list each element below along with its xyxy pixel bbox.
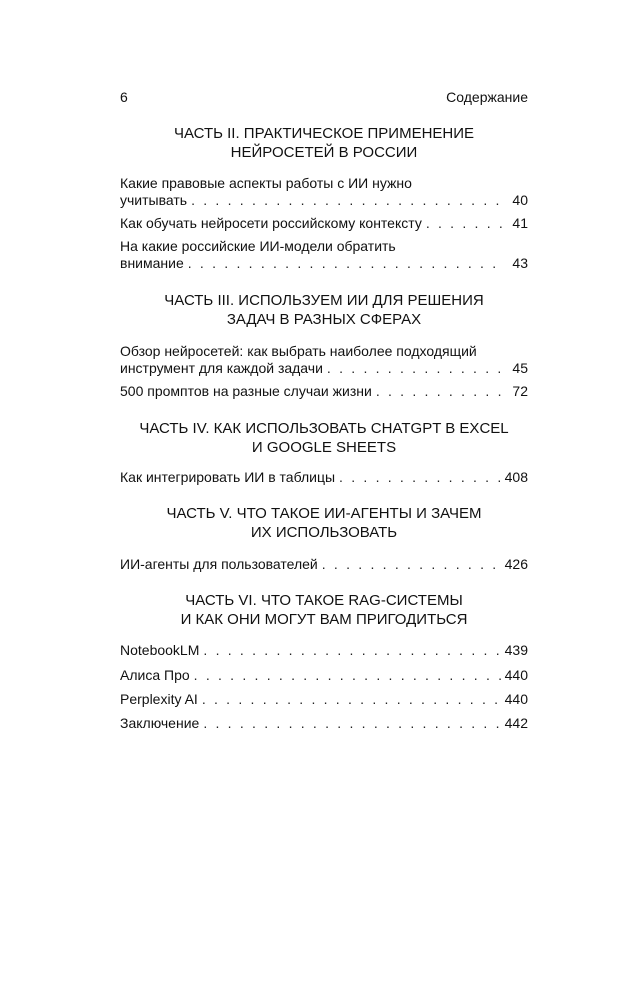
- part-title-line: НЕЙРОСЕТЕЙ В РОССИИ: [230, 144, 418, 161]
- part-title-line: ЧАСТЬ VI. ЧТО ТАКОЕ RAG-СИСТЕМЫ: [185, 592, 463, 609]
- toc-entry-text: Алиса Про: [120, 667, 190, 683]
- toc-page-number: 440: [504, 667, 528, 683]
- toc-entry[interactable]: [120, 715, 528, 732]
- dot-leader: [194, 667, 502, 684]
- toc-entry-text: На какие российские ИИ-модели обратить: [120, 238, 396, 254]
- part-title-line: И GOOGLE SHEETS: [251, 439, 397, 456]
- toc-entry-text: ИИ-агенты для пользователей: [120, 556, 318, 572]
- toc-page-number: 45: [512, 360, 528, 376]
- toc-page-number: 72: [512, 383, 528, 399]
- part-title: [120, 124, 528, 162]
- part-title: [120, 591, 528, 629]
- part-title-line: ИХ ИСПОЛЬЗОВАТЬ: [250, 524, 398, 541]
- toc-entry[interactable]: [120, 383, 528, 400]
- toc-entry[interactable]: [120, 215, 528, 232]
- page-number: 6: [120, 89, 128, 105]
- dot-leader: [203, 715, 501, 732]
- toc-entry[interactable]: [120, 469, 528, 486]
- toc-page-number: 439: [504, 642, 528, 658]
- part-title: [120, 291, 528, 329]
- toc-entry[interactable]: [120, 642, 528, 659]
- toc-page-number: 440: [504, 691, 528, 707]
- part-title-line: ЗАДАЧ В РАЗНЫХ СФЕРАХ: [226, 311, 422, 328]
- toc-page-number: 43: [512, 255, 528, 271]
- toc-entry-text: Как обучать нейросети российскому контексту: [120, 215, 422, 231]
- part-title: [120, 419, 528, 457]
- dot-leader: [426, 215, 505, 232]
- toc-entry-text: внимание: [120, 255, 184, 271]
- toc-page-number: 426: [504, 556, 528, 572]
- toc-page-number: 41: [512, 215, 528, 231]
- toc-entry-text: 500 промптов на разные случаи жизни: [120, 383, 372, 399]
- toc-entry[interactable]: [120, 691, 528, 708]
- dot-leader: [322, 556, 502, 573]
- part-title-line: ЧАСТЬ III. ИСПОЛЬЗУЕМ ИИ ДЛЯ РЕШЕНИЯ: [164, 292, 484, 309]
- toc-page-number: 40: [512, 192, 528, 208]
- dot-leader: [203, 642, 501, 659]
- toc-entry-text: Обзор нейросетей: как выбрать наиболее подходящий: [120, 343, 477, 359]
- toc-entry[interactable]: [120, 556, 528, 573]
- toc-page-number: 442: [504, 715, 528, 731]
- dot-leader: [327, 360, 505, 377]
- toc-entry[interactable]: [120, 667, 528, 684]
- part-title-line: И КАК ОНИ МОГУТ ВАМ ПРИГОДИТЬСЯ: [180, 611, 468, 628]
- toc-entry-text: Perplexity AI: [120, 691, 198, 707]
- toc-entry-text: учитывать: [120, 192, 188, 208]
- part-title: [120, 504, 528, 542]
- dot-leader: [339, 469, 502, 486]
- toc-entry[interactable]: [120, 343, 528, 377]
- dot-leader: [188, 255, 505, 272]
- dot-leader: [202, 691, 502, 708]
- dot-leader: [376, 383, 505, 400]
- part-title-line: ЧАСТЬ V. ЧТО ТАКОЕ ИИ-АГЕНТЫ И ЗАЧЕМ: [166, 505, 482, 522]
- toc-entry[interactable]: [120, 175, 528, 209]
- dot-leader: [191, 192, 505, 209]
- section-title: Содержание: [446, 89, 528, 105]
- part-title-line: ЧАСТЬ IV. КАК ИСПОЛЬЗОВАТЬ CHATGPT В EXCEL: [139, 420, 509, 437]
- toc-entry-text: NotebookLM: [120, 642, 200, 658]
- part-title-line: ЧАСТЬ II. ПРАКТИЧЕСКОЕ ПРИМЕНЕНИЕ: [173, 125, 475, 142]
- toc-entry-text: Заключение: [120, 715, 200, 731]
- toc-entry-text: инструмент для каждой задачи: [120, 360, 323, 376]
- toc-entry-text: Какие правовые аспекты работы с ИИ нужно: [120, 175, 412, 191]
- toc-entry[interactable]: [120, 238, 528, 272]
- toc-page: [120, 0, 528, 1000]
- toc-entry-text: Как интегрировать ИИ в таблицы: [120, 469, 336, 485]
- running-head: [120, 88, 528, 106]
- toc-page-number: 408: [504, 469, 528, 485]
